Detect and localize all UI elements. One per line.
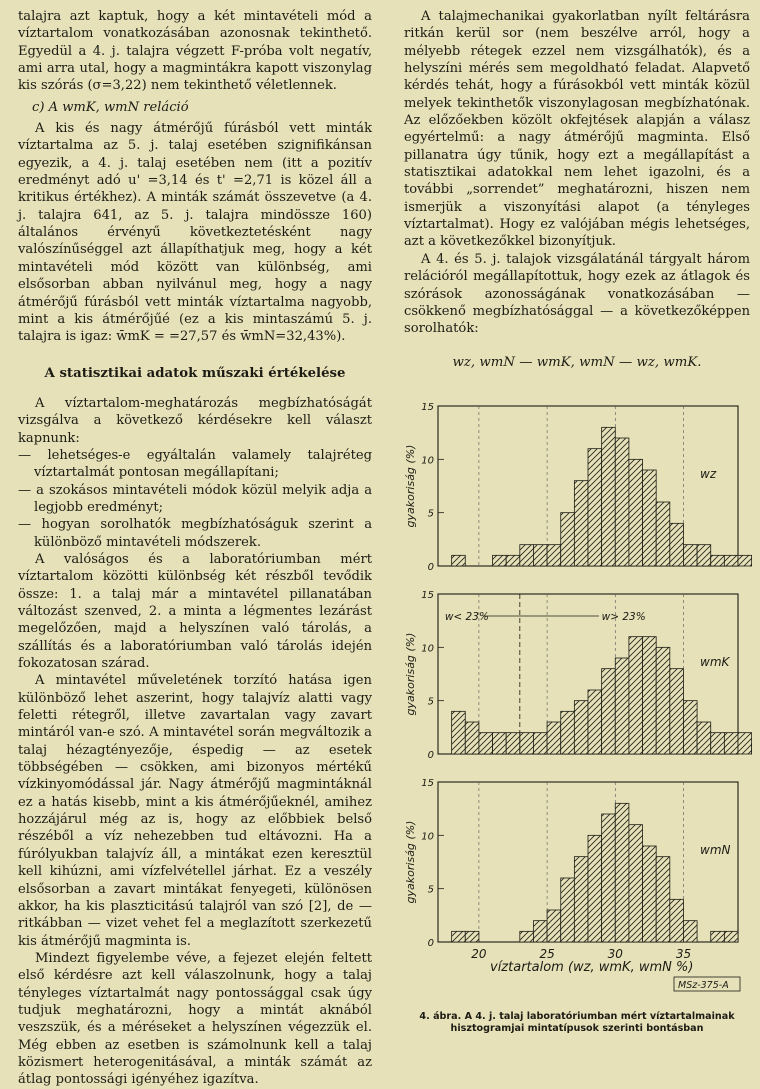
x-tick-label: 35 bbox=[676, 947, 691, 961]
histogram-bar bbox=[615, 803, 629, 942]
histogram-bar bbox=[656, 647, 670, 754]
x-tick-label: 25 bbox=[539, 947, 554, 961]
histogram-bar bbox=[683, 545, 697, 566]
histogram-bar bbox=[520, 733, 534, 754]
paragraph-1: A kis és nagy átmérőjű fúrásból vett minták víztartalma az 5. j. talaj esetében szignifikánsan egyezik, a 4. j. talaj esetében nem (itt a pozitív eredményt adó u' =3,14 és t' =2,71 is közel áll a kritikus értékhez). A minták számát összevetve (a 4. j. talajra 641, az 5. j. talajra mindössze 160) általános érvényű következtetésként nagy valószínűséggel azt állapíthatjuk meg, hogy a két mintavételi mód között van különbség, ami elsősorban abban nyilvánul meg, hogy a nagy átmérőjű fúrásból vett minták víztartalma nagyobb, mint a kis átmérőjűé (ez a kis mintaszámú 5. j. talajra is igaz: w̄mK = =27,57 és w̄mN=32,43%). bbox=[18, 120, 372, 345]
histogram-bar bbox=[547, 545, 561, 566]
paragraph-right-1: A talajmechanikai gyakorlatban nyílt feltárásra ritkán kerül sor (nem beszélve arról, hogy a mélyebb rétegek ezzel nem vizsgálhatók), és a helyszíni mérés sem megoldható feladat. Alapvető kérdés tehát, hogy a fúrásokból vett minták közül melyek tekinthetők viszonylagosan megbízhatónak. Az előzőekben közölt okfejtések alapján a válasz egyértelmű: a nagy átmérőjű magminta. Első pillanatra úgy tűnik, hogy ezt a megállapítást a statisztikai adatokkal nem lehet igazolni, és a további „sorrendet” meghatározni, hiszen nem ismerjük a viszonyítási alapot (a tényleges víztartalmat). Hogy ez valójában mégis lehetséges, azt a következőkkel bizonyítjuk. bbox=[404, 8, 750, 251]
histogram-figure bbox=[392, 390, 752, 1008]
histogram-bar bbox=[615, 658, 629, 754]
y-tick-label: 5 bbox=[428, 885, 434, 896]
figure-caption: 4. ábra. A 4. j. talaj laboratóriumban mért víztartalmainak hisztogramjai mintatípusok szerinti bontásban bbox=[404, 1011, 750, 1035]
series-label: wmN bbox=[700, 843, 731, 857]
histogram-bar bbox=[629, 459, 643, 566]
y-tick-label: 10 bbox=[421, 643, 434, 654]
histogram-bar bbox=[670, 523, 684, 566]
histogram-bar bbox=[629, 637, 643, 754]
bullet-item: — hogyan sorolhatók megbízhatóságuk szerint a különböző mintavételi módszerek. bbox=[18, 516, 372, 551]
histogram-bar bbox=[452, 931, 466, 942]
histogram-bar bbox=[506, 733, 520, 754]
histogram-bar bbox=[643, 637, 657, 754]
paragraph-5: Mindezt figyelembe véve, a fejezet elején feltett első kérdésre azt kell válaszolnunk, hogy a talaj tényleges víztartalmát nagy pontossággal csak úgy tudjuk meghatározni, hogy a mintát aknából veszszük, és a méréseket a helyszínen végezzük el. Még ebben az esetben is számolnunk kell a talaj közismert heterogenitásával, a minták számát az átlag pontossági igényéhez igazítva. bbox=[18, 950, 372, 1089]
histogram-bar bbox=[697, 722, 711, 754]
y-axis-label: gyakoriság (%) bbox=[404, 445, 417, 528]
y-tick-label: 10 bbox=[421, 831, 434, 842]
histogram-bar bbox=[452, 555, 466, 566]
right-column bbox=[404, 8, 750, 371]
histogram-bar bbox=[711, 733, 725, 754]
histogram-bar bbox=[547, 722, 561, 754]
histogram-bar bbox=[683, 701, 697, 754]
histogram-bar bbox=[711, 555, 725, 566]
annotation-left: w< 23% bbox=[445, 611, 489, 623]
histogram-bar bbox=[629, 825, 643, 942]
histogram-bar bbox=[697, 545, 711, 566]
annotation-right: w> 23% bbox=[602, 611, 646, 623]
left-column bbox=[18, 8, 372, 1089]
histogram-bar bbox=[493, 555, 507, 566]
y-tick-label: 10 bbox=[421, 455, 434, 466]
histogram-bar bbox=[479, 733, 493, 754]
histogram-bar bbox=[588, 449, 602, 566]
histogram-bar bbox=[724, 733, 738, 754]
y-axis-label: gyakoriság (%) bbox=[404, 633, 417, 716]
formula-ranking: wz, wmN — wmK, wmN — wz, wmK. bbox=[404, 354, 750, 371]
bullet-item: — lehetséges-e egyáltalán valamely talajréteg víztartalmát pontosan megállapítani; bbox=[18, 447, 372, 482]
series-label: wz bbox=[700, 467, 717, 481]
y-tick-label: 0 bbox=[428, 750, 434, 761]
histogram-bar bbox=[533, 545, 547, 566]
histogram-bar bbox=[506, 555, 520, 566]
histogram-bar bbox=[683, 921, 697, 942]
histogram-bar bbox=[711, 931, 725, 942]
y-tick-label: 5 bbox=[428, 697, 434, 708]
histogram-bar bbox=[533, 733, 547, 754]
histogram-bar bbox=[465, 931, 479, 942]
histogram-bar bbox=[656, 857, 670, 942]
histogram-bar bbox=[561, 878, 575, 942]
histogram-bar bbox=[724, 555, 738, 566]
x-tick-label: 30 bbox=[608, 947, 624, 961]
y-tick-label: 15 bbox=[421, 778, 434, 789]
histogram-bar bbox=[656, 502, 670, 566]
paragraph-intro: talajra azt kaptuk, hogy a két mintavételi mód a víztartalom vonatkozásában azonosnak tekinthető. Egyedül a 4. j. talajra végzett F-próba volt negatív, ami arra utal, hogy a magmintákra kapott viszonylag kis szórás (σ=3,22) nem tekinthető véletlennek. bbox=[18, 8, 372, 95]
histogram-bar bbox=[520, 545, 534, 566]
histogram-bar bbox=[643, 470, 657, 566]
histogram-bar bbox=[615, 438, 629, 566]
histogram-bar bbox=[738, 733, 752, 754]
histogram-bar bbox=[520, 931, 534, 942]
histogram-bar bbox=[465, 722, 479, 754]
histogram-bar bbox=[533, 921, 547, 942]
paragraph-right-2: A 4. és 5. j. talajok vizsgálatánál tárgyalt három relációról megállapítottuk, hogy ezek az átlagok és szórások azonosságának vonatkozásában — csökkenő megbízhatósággal — a következőképpen sorolhatók: bbox=[404, 251, 750, 338]
histogram-bar bbox=[493, 733, 507, 754]
bullet-item: — a szokásos mintavételi módok közül melyik adja a legjobb eredményt; bbox=[18, 482, 372, 517]
histogram-bar bbox=[561, 513, 575, 566]
paragraph-3: A valóságos és a laboratóriumban mért víztartalom közötti különbség két részből tevődik össze: 1. a talaj már a mintavétel pillanatában változást szenved, 2. a minta a légmentes lezárást megelőzően, majd a helyszínen való tárolás, a szállítás és a laboratóriumban való tárolás idején fokozatosan szárad. bbox=[18, 551, 372, 672]
histogram-bar bbox=[670, 899, 684, 942]
y-tick-label: 15 bbox=[421, 590, 434, 601]
x-axis-label: víztartalom (wz, wmK, wmN %) bbox=[490, 960, 693, 975]
histogram-bar bbox=[724, 931, 738, 942]
histogram-bar bbox=[452, 711, 466, 754]
histogram-bar bbox=[602, 669, 616, 754]
histogram-bar bbox=[643, 846, 657, 942]
histogram-bar bbox=[574, 701, 588, 754]
y-axis-label: gyakoriság (%) bbox=[404, 821, 417, 904]
histogram-bar bbox=[574, 481, 588, 566]
y-tick-label: 0 bbox=[428, 562, 434, 573]
x-tick-label: 20 bbox=[471, 947, 487, 961]
y-tick-label: 15 bbox=[421, 402, 434, 413]
figure-code: MSz-375-A bbox=[678, 980, 729, 991]
histogram-bar bbox=[670, 669, 684, 754]
histogram-bar bbox=[588, 690, 602, 754]
y-tick-label: 0 bbox=[428, 938, 434, 949]
histogram-bar bbox=[738, 555, 752, 566]
histogram-bar bbox=[574, 857, 588, 942]
histogram-bar bbox=[602, 814, 616, 942]
histogram-bar bbox=[561, 711, 575, 754]
paragraph-2: A víztartalom-meghatározás megbízhatóságát vizsgálva a következő kérdésekre kell választ kapnunk: bbox=[18, 395, 372, 447]
section-heading: A statisztikai adatok műszaki értékelése bbox=[18, 365, 372, 382]
series-label: wmK bbox=[700, 655, 731, 669]
histogram-bar bbox=[588, 835, 602, 942]
y-tick-label: 5 bbox=[428, 509, 434, 520]
histogram-bar bbox=[602, 427, 616, 566]
paragraph-4: A mintavétel műveletének torzító hatása igen különböző lehet aszerint, hogy talajvíz alatti vagy feletti rétegről, illetve zavartalan vagy zavart mintáról van-e szó. A mintavétel során megváltozik a talaj hézagtényezője, éspedig — az esetek többségében — csökken, ami bizonyos mértékű vízkinyomódással jár. Nagy átmérőjű magmintáknál ez a hatás kisebb, mint a kis átmérőjűeknél, amihez hozzájárul még az is, hogy az előbbiek belső részéből a víz nehezebben tud eltávozni. Ha a fúrólyukban talajvíz áll, a mintákat ezen keresztül kell kihúzni, ami vízfelvétellel járhat. Ez a veszély elsősorban a zavart mintákat fenyegeti, különösen akkor, ha kis plaszticitású talajról van szó [2], de — ritkábban — vizet vehet fel a meglazított szerkezetű kis átmérőjű magminta is. bbox=[18, 672, 372, 950]
histogram-bar bbox=[547, 910, 561, 942]
subheading-relation: c) A wmK, wmN reláció bbox=[32, 99, 372, 116]
